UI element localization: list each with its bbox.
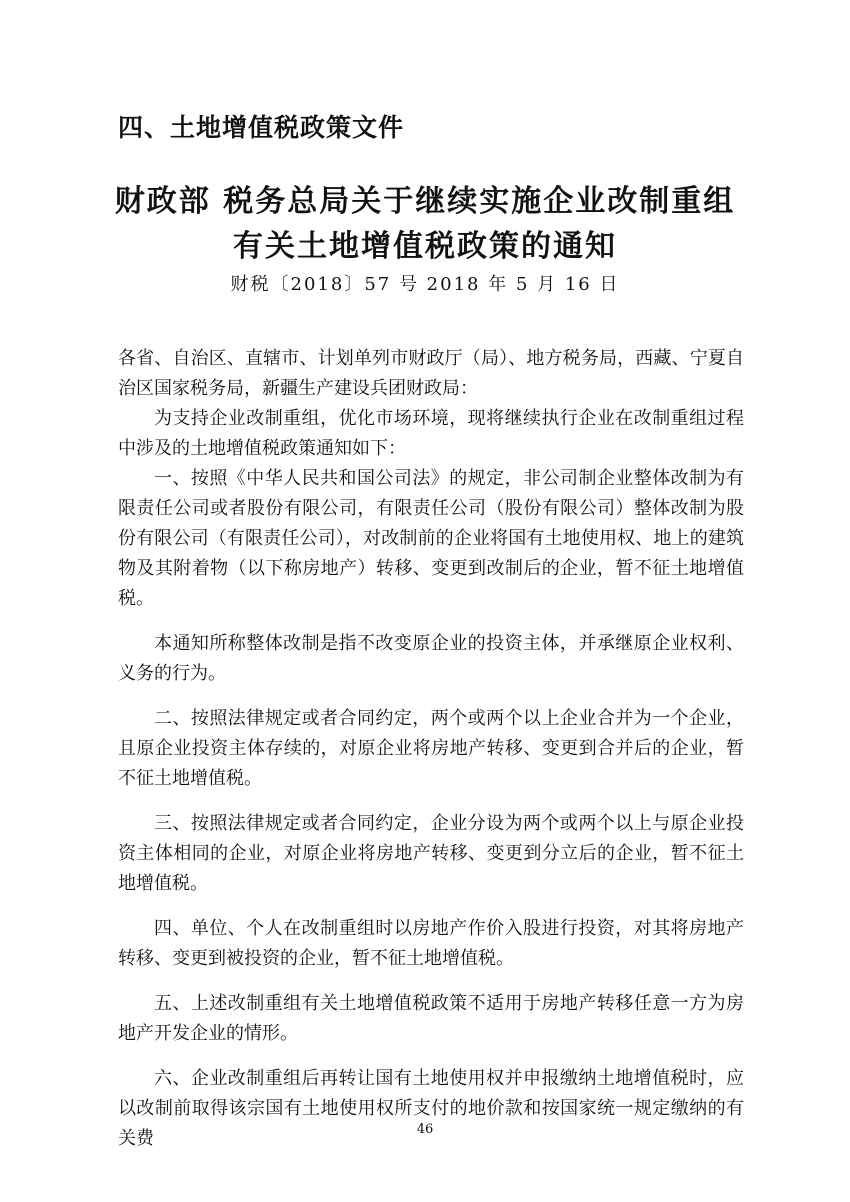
body-paragraph: 一、按照《中华人民共和国公司法》的规定，非公司制企业整体改制为有限责任公司或者股份有限公司，有限责任公司（股份有限公司）整体改制为股份有限公司（有限责任公司），对改制前的企业将国有土地使用权、地上的建筑物及其附着物（以下称房地产）转移、变更到改制后的企业，暂不征土地增值税。 (118, 468, 744, 609)
document-body (118, 344, 744, 1154)
body-paragraph: 三、按照法律规定或者合同约定，企业分设为两个或两个以上与原企业投资主体相同的企业，对原企业将房地产转移、变更到分立后的企业，暂不征土地增值税。 (118, 813, 744, 894)
document-title-line-2: 有关土地增值税政策的通知 (233, 229, 617, 264)
body-paragraph: 二、按照法律规定或者合同约定，两个或两个以上企业合并为一个企业，且原企业投资主体存续的，对原企业将房地产转移、变更到合并后的企业，暂不征土地增值税。 (118, 708, 744, 789)
body-paragraph: 五、上述改制重组有关土地增值税政策不适用于房地产转移任意一方为房地产开发企业的情形。 (118, 993, 744, 1044)
document-title-line-1: 财政部 税务总局关于继续实施企业改制重组 (114, 184, 736, 219)
body-paragraph: 本通知所称整体改制是指不改变原企业的投资主体，并承继原企业权利、义务的行为。 (118, 633, 744, 684)
body-paragraph: 为支持企业改制重组，优化市场环境，现将继续执行企业在改制重组过程中涉及的土地增值税政策通知如下： (118, 408, 744, 459)
document-number-and-date: 财税〔2018〕57 号 2018 年 5 月 16 日 (230, 274, 620, 295)
body-paragraph: 四、单位、个人在改制重组时以房地产作价入股进行投资，对其将房地产转移、变更到被投资的企业，暂不征土地增值税。 (118, 918, 744, 969)
section-heading: 四、土地增值税政策文件 (118, 113, 405, 142)
addressee-paragraph: 各省、自治区、直辖市、计划单列市财政厅（局）、地方税务局，西藏、宁夏自治区国家税务局，新疆生产建设兵团财政局： (118, 348, 744, 399)
body-paragraph: 六、企业改制重组后再转让国有土地使用权并申报缴纳土地增值税时，应以改制前取得该宗国有土地使用权所支付的地价款和按国家统一规定缴纳的有关费 (118, 1068, 744, 1149)
page-number: 46 (416, 1122, 434, 1137)
